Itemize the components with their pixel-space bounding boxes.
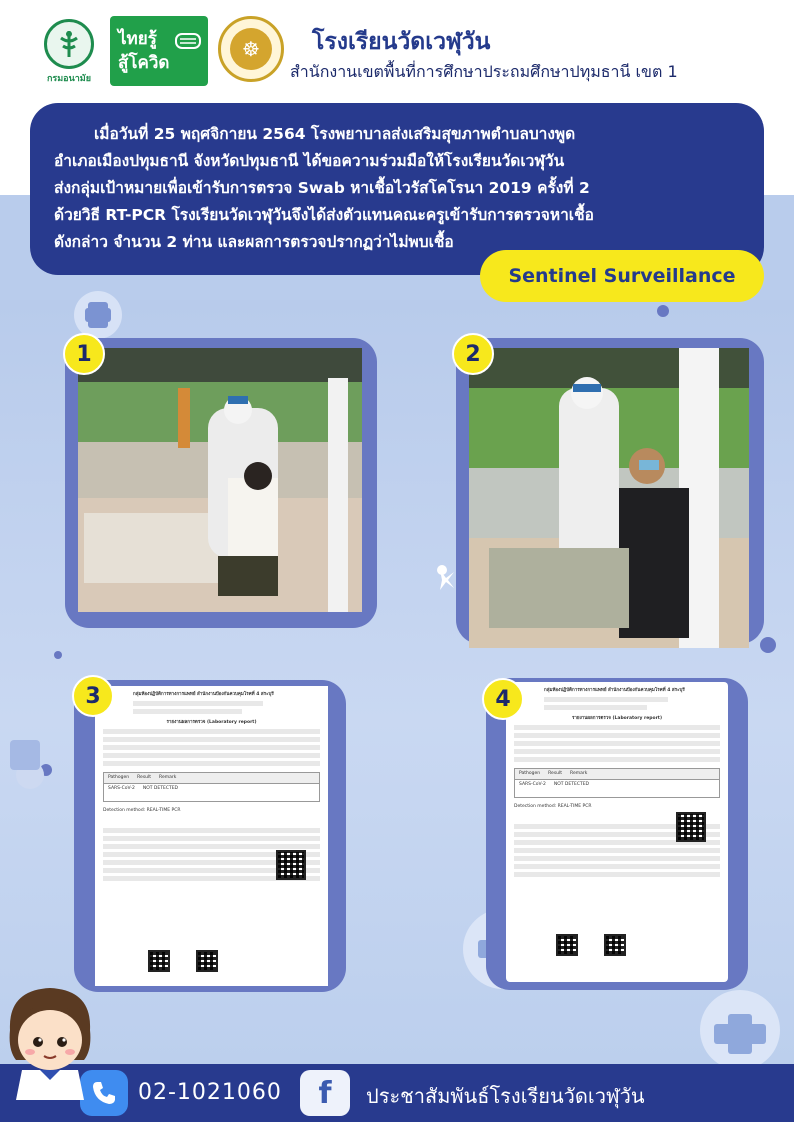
swab-photo-2 <box>469 348 749 648</box>
lab-report-1-pathogen: SARS-CoV-2 <box>108 786 135 791</box>
banner-line-3: ส่งกลุ่มเป้าหมายเพื่อเข้ารับการตรวจ Swab หาเชื้อไวรัสโคโรนา 2019 ครั้งที่ 2 <box>54 179 590 197</box>
moph-emblem-icon <box>44 19 94 69</box>
moph-caption: กรมอนามัย <box>46 74 92 84</box>
lab-report-2-header: กลุ่มห้องปฏิบัติการทางการแพทย์ สำนักงานป้องกันควบคุมโรคที่ 4 สระบุรี <box>544 688 685 693</box>
moph-logo <box>40 16 98 88</box>
phone-number: 02-1021060 <box>138 1080 282 1105</box>
sentinel-badge: Sentinel Surveillance <box>480 250 764 302</box>
lab-report-1-header: กลุ่มห้องปฏิบัติการทางการแพทย์ สำนักงานป้องกันควบคุมโรคที่ 4 สระบุรี <box>133 692 274 697</box>
lab-report-2-title: รายงานผลการตรวจ (Laboratory report) <box>571 716 662 721</box>
lab-report-2-result: NOT DETECTED <box>553 782 590 787</box>
header <box>0 0 794 100</box>
banner-line-5: ดังกล่าว จำนวน 2 ท่าน และผลการตรวจปรากฏว่าไม่พบเชื้อ <box>54 233 454 251</box>
banner-line-2: อำเภอเมืองปทุมธานี จังหวัดปทุมธานี ได้ขอความร่วมมือให้โรงเรียนวัดเวฬุวัน <box>54 152 565 170</box>
lab-report-2-table: Pathogen Result Remark SARS-CoV-2 NOT DETECTED <box>514 768 720 798</box>
school-name: โรงเรียนวัดเวฬุวัน <box>312 29 491 55</box>
thai-logo-line2: สู้โควิด <box>118 53 170 73</box>
school-seal-icon: ☸ <box>230 28 272 70</box>
thai-logo-line1: ไทยรู้ <box>118 29 157 49</box>
facebook-page-name: ประชาสัมพันธ์โรงเรียนวัดเวฬุวัน <box>366 1084 645 1108</box>
lab-report-2-pathogen: SARS-CoV-2 <box>519 782 546 787</box>
qr-code <box>276 850 306 880</box>
thai-fight-covid-logo <box>110 16 208 86</box>
banner-line-4: ด้วยวิธี RT-PCR โรงเรียนวัดเวฬุวันจึงได้ส่งตัวแทนคณะครูเข้ารับการตรวจหาเชื้อ <box>54 206 594 224</box>
lab-report-1-title: รายงานผลการตรวจ (Laboratory report) <box>166 720 257 725</box>
student-mascot-illustration <box>4 980 96 1100</box>
qr-code <box>556 934 578 956</box>
school-seal <box>218 16 284 82</box>
photo-number-2: 2 <box>452 333 494 375</box>
photo-number-4: 4 <box>482 678 524 720</box>
facebook-icon: f <box>300 1070 350 1116</box>
lab-report-1-result: NOT DETECTED <box>142 786 179 791</box>
lab-report-2-method: Detection method: REAL-TIME PCR <box>514 804 592 809</box>
mask-icon <box>174 28 202 54</box>
photo-number-1: 1 <box>63 333 105 375</box>
lab-report-1-table: Pathogen Result Remark SARS-CoV-2 NOT DETECTED <box>103 772 320 802</box>
qr-code <box>148 950 170 972</box>
qr-code <box>676 812 706 842</box>
photo-2 <box>469 348 749 648</box>
school-subtitle: สำนักงานเขตพื้นที่การศึกษาประถมศึกษาปทุมธานี เขต 1 <box>290 62 678 81</box>
photo-number-3: 3 <box>72 675 114 717</box>
lab-report-1 <box>95 686 328 986</box>
photo-1 <box>78 348 362 612</box>
banner-line-1: เมื่อวันที่ 25 พฤศจิกายน 2564 โรงพยาบาลส่งเสริมสุขภาพตำบลบางพูด <box>94 125 576 143</box>
qr-code <box>604 934 626 956</box>
swab-photo-1 <box>78 348 362 612</box>
lab-report-1-method: Detection method: REAL-TIME PCR <box>103 808 181 813</box>
qr-code <box>196 950 218 972</box>
